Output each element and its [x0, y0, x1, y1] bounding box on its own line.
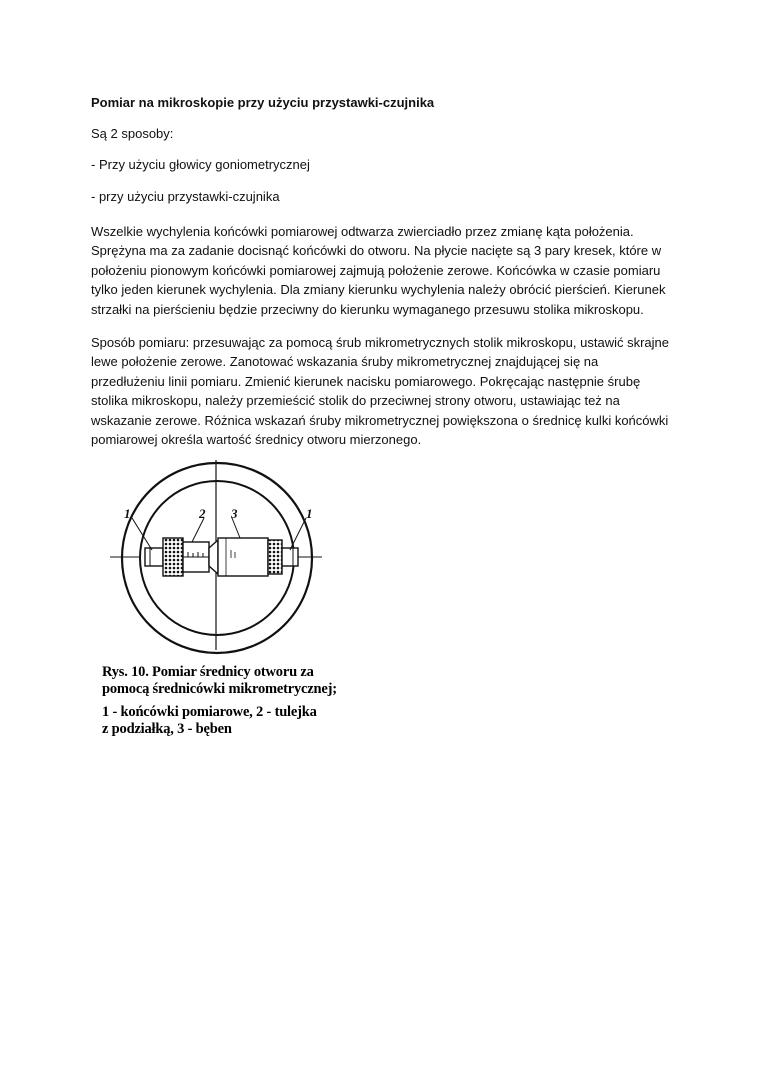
micrometer-diagram	[100, 458, 360, 668]
caption-line: 1 - końcówki pomiarowe, 2 - tulejka	[102, 704, 317, 720]
page-title: Pomiar na mikroskopie przy użyciu przystawki-czujnika	[91, 95, 435, 110]
paragraph-line: przedłużeniu linii pomiaru. Zmienić kierunek nacisku pomiarowego. Pokręcając następnie śrubę	[91, 373, 641, 389]
caption-line: z podziałką, 3 - bęben	[102, 721, 232, 737]
method-item-1: - Przy użyciu głowicy goniometrycznej	[91, 157, 310, 172]
paragraph-description	[91, 222, 671, 319]
figure-micrometer-diagram	[100, 458, 360, 758]
label-tip-right: 1	[306, 506, 313, 521]
label-tip-left: 1	[124, 506, 131, 521]
label-drum: 3	[231, 506, 238, 521]
paragraph-line: tylko jeden kierunek wychylenia. Dla zmiany kierunku wychylenia należy obrócić pierścień. Kierunek	[91, 282, 666, 298]
paragraph-line: stolika mikroskopu, należy przemieścić stolik do przeciwnej strony otworu, ustawiając też na	[91, 393, 620, 409]
caption-line: Rys. 10. Pomiar średnicy otworu za	[102, 664, 314, 680]
paragraph-procedure	[91, 333, 671, 449]
intro-text: Są 2 sposoby:	[91, 126, 174, 141]
paragraph-line: Wszelkie wychylenia końcówki pomiarowej odtwarza zwierciadło przez zmianę kąta położenia.	[91, 224, 634, 239]
method-item-2: - przy użyciu przystawki-czujnika	[91, 189, 280, 204]
figure-caption	[102, 664, 362, 738]
paragraph-line: lewe położenie zerowe. Zanotować wskazania śruby mikrometrycznej znajdującej się na	[91, 354, 599, 370]
label-sleeve: 2	[199, 506, 206, 521]
caption-line: pomocą średnicówki mikrometrycznej;	[102, 681, 337, 697]
paragraph-line: strzałki na pierścieniu będzie przeciwny do kierunku wymaganego przesuwu stolika mikroskopu.	[91, 301, 644, 317]
paragraph-line: Sprężyna ma za zadanie docisnąć końcówki do otworu. Na płycie nacięte są 3 pary kresek, które w	[91, 243, 662, 259]
paragraph-line: położeniu pionowym końcówki pomiarowej zajmują położenie zerowe. Końcówka w czasie pomiaru	[91, 262, 661, 278]
paragraph-line: Sposób pomiaru: przesuwając za pomocą śrub mikrometrycznych stolik mikroskopu, ustawić skrajne	[91, 335, 669, 350]
paragraph-line: wskazanie zerowe. Różnica wskazań śruby mikrometrycznej powiększona o średnicę kulki końcówki	[91, 412, 669, 428]
paragraph-line: pomiarowej określa wartość średnicy otworu mierzonego.	[91, 432, 422, 448]
